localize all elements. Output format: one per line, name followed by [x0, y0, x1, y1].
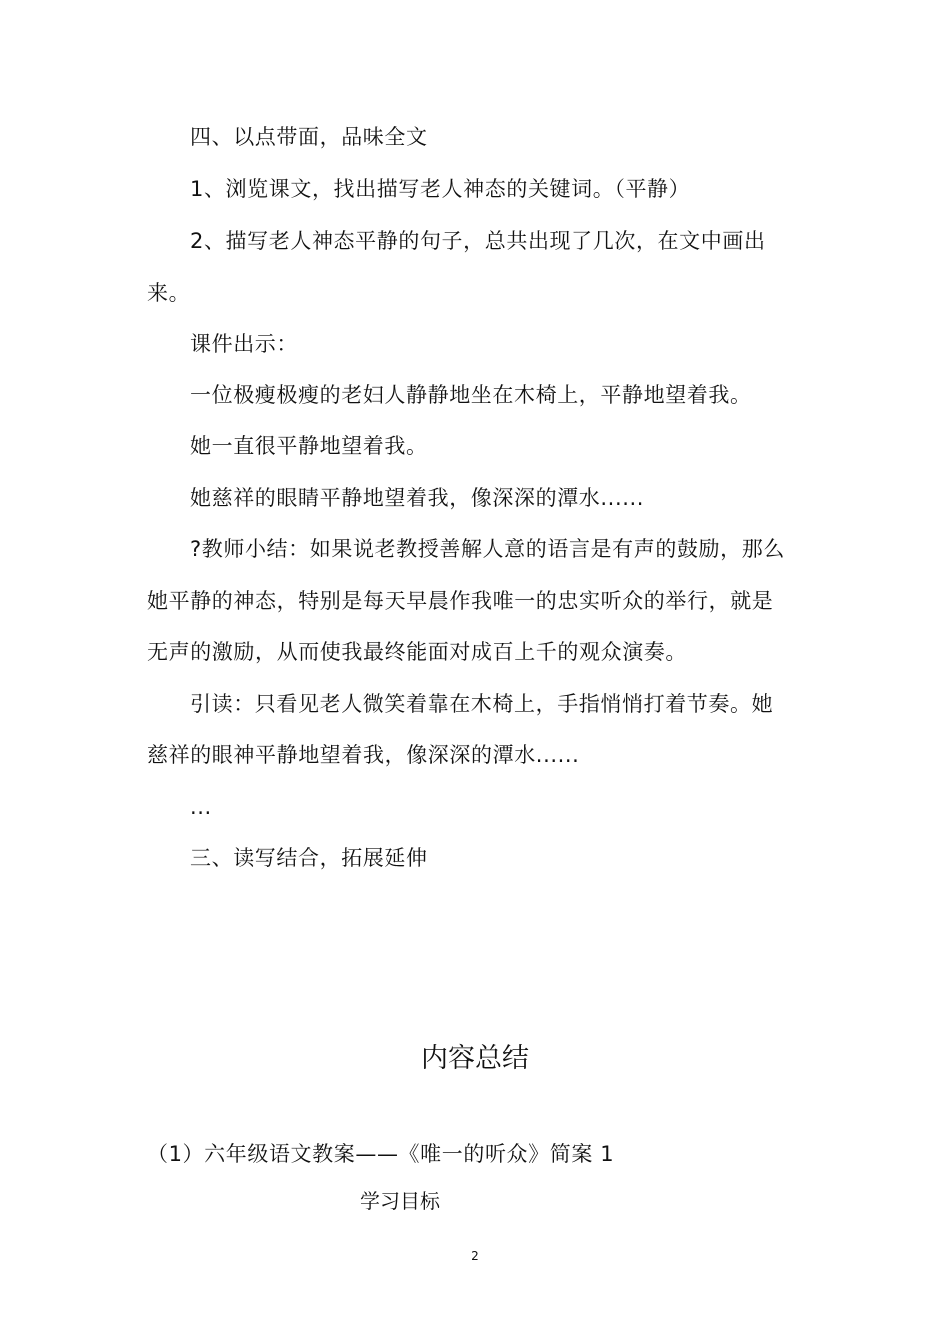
ellipsis: ...: [190, 795, 212, 819]
section-heading-3: 三、读写结合，拓展延伸: [190, 846, 428, 870]
page-number: 2: [471, 1249, 479, 1263]
quote-line-3: 她慈祥的眼睛平静地望着我，像深深的潭水......: [190, 486, 645, 510]
guided-reading-line-1: 引读：只看见老人微笑着靠在木椅上，手指悄悄打着节奏。她: [190, 692, 774, 716]
guided-reading-line-2: 慈祥的眼神平静地望着我，像深深的潭水......: [147, 743, 580, 767]
learning-goals-heading: 学习目标: [360, 1189, 440, 1213]
section-heading-4: 四、以点带面，品味全文: [190, 125, 428, 149]
courseware-label: 课件出示：: [190, 332, 298, 356]
quote-line-1: 一位极瘦极瘦的老妇人静静地坐在木椅上，平静地望着我。: [190, 383, 752, 407]
step-2-continued: 来。: [147, 281, 191, 305]
teacher-summary-line-2: 她平静的神态，特别是每天早晨作我唯一的忠实听众的举行，就是: [147, 589, 774, 613]
step-1: 1、浏览课文，找出描写老人神态的关键词。（平静）: [190, 177, 691, 201]
summary-item: （1）六年级语文教案——《唯一的听众》简案 1: [147, 1142, 615, 1166]
step-2: 2、描写老人神态平静的句子，总共出现了几次，在文中画出: [190, 229, 766, 253]
teacher-summary-line-3: 无声的激励，从而使我最终能面对成百上千的观众演奏。: [147, 640, 687, 664]
summary-heading: 内容总结: [421, 1043, 529, 1074]
quote-line-2: 她一直很平静地望着我。: [190, 434, 428, 458]
teacher-summary-line-1: ?教师小结：如果说老教授善解人意的语言是有声的鼓励，那么: [190, 537, 785, 561]
